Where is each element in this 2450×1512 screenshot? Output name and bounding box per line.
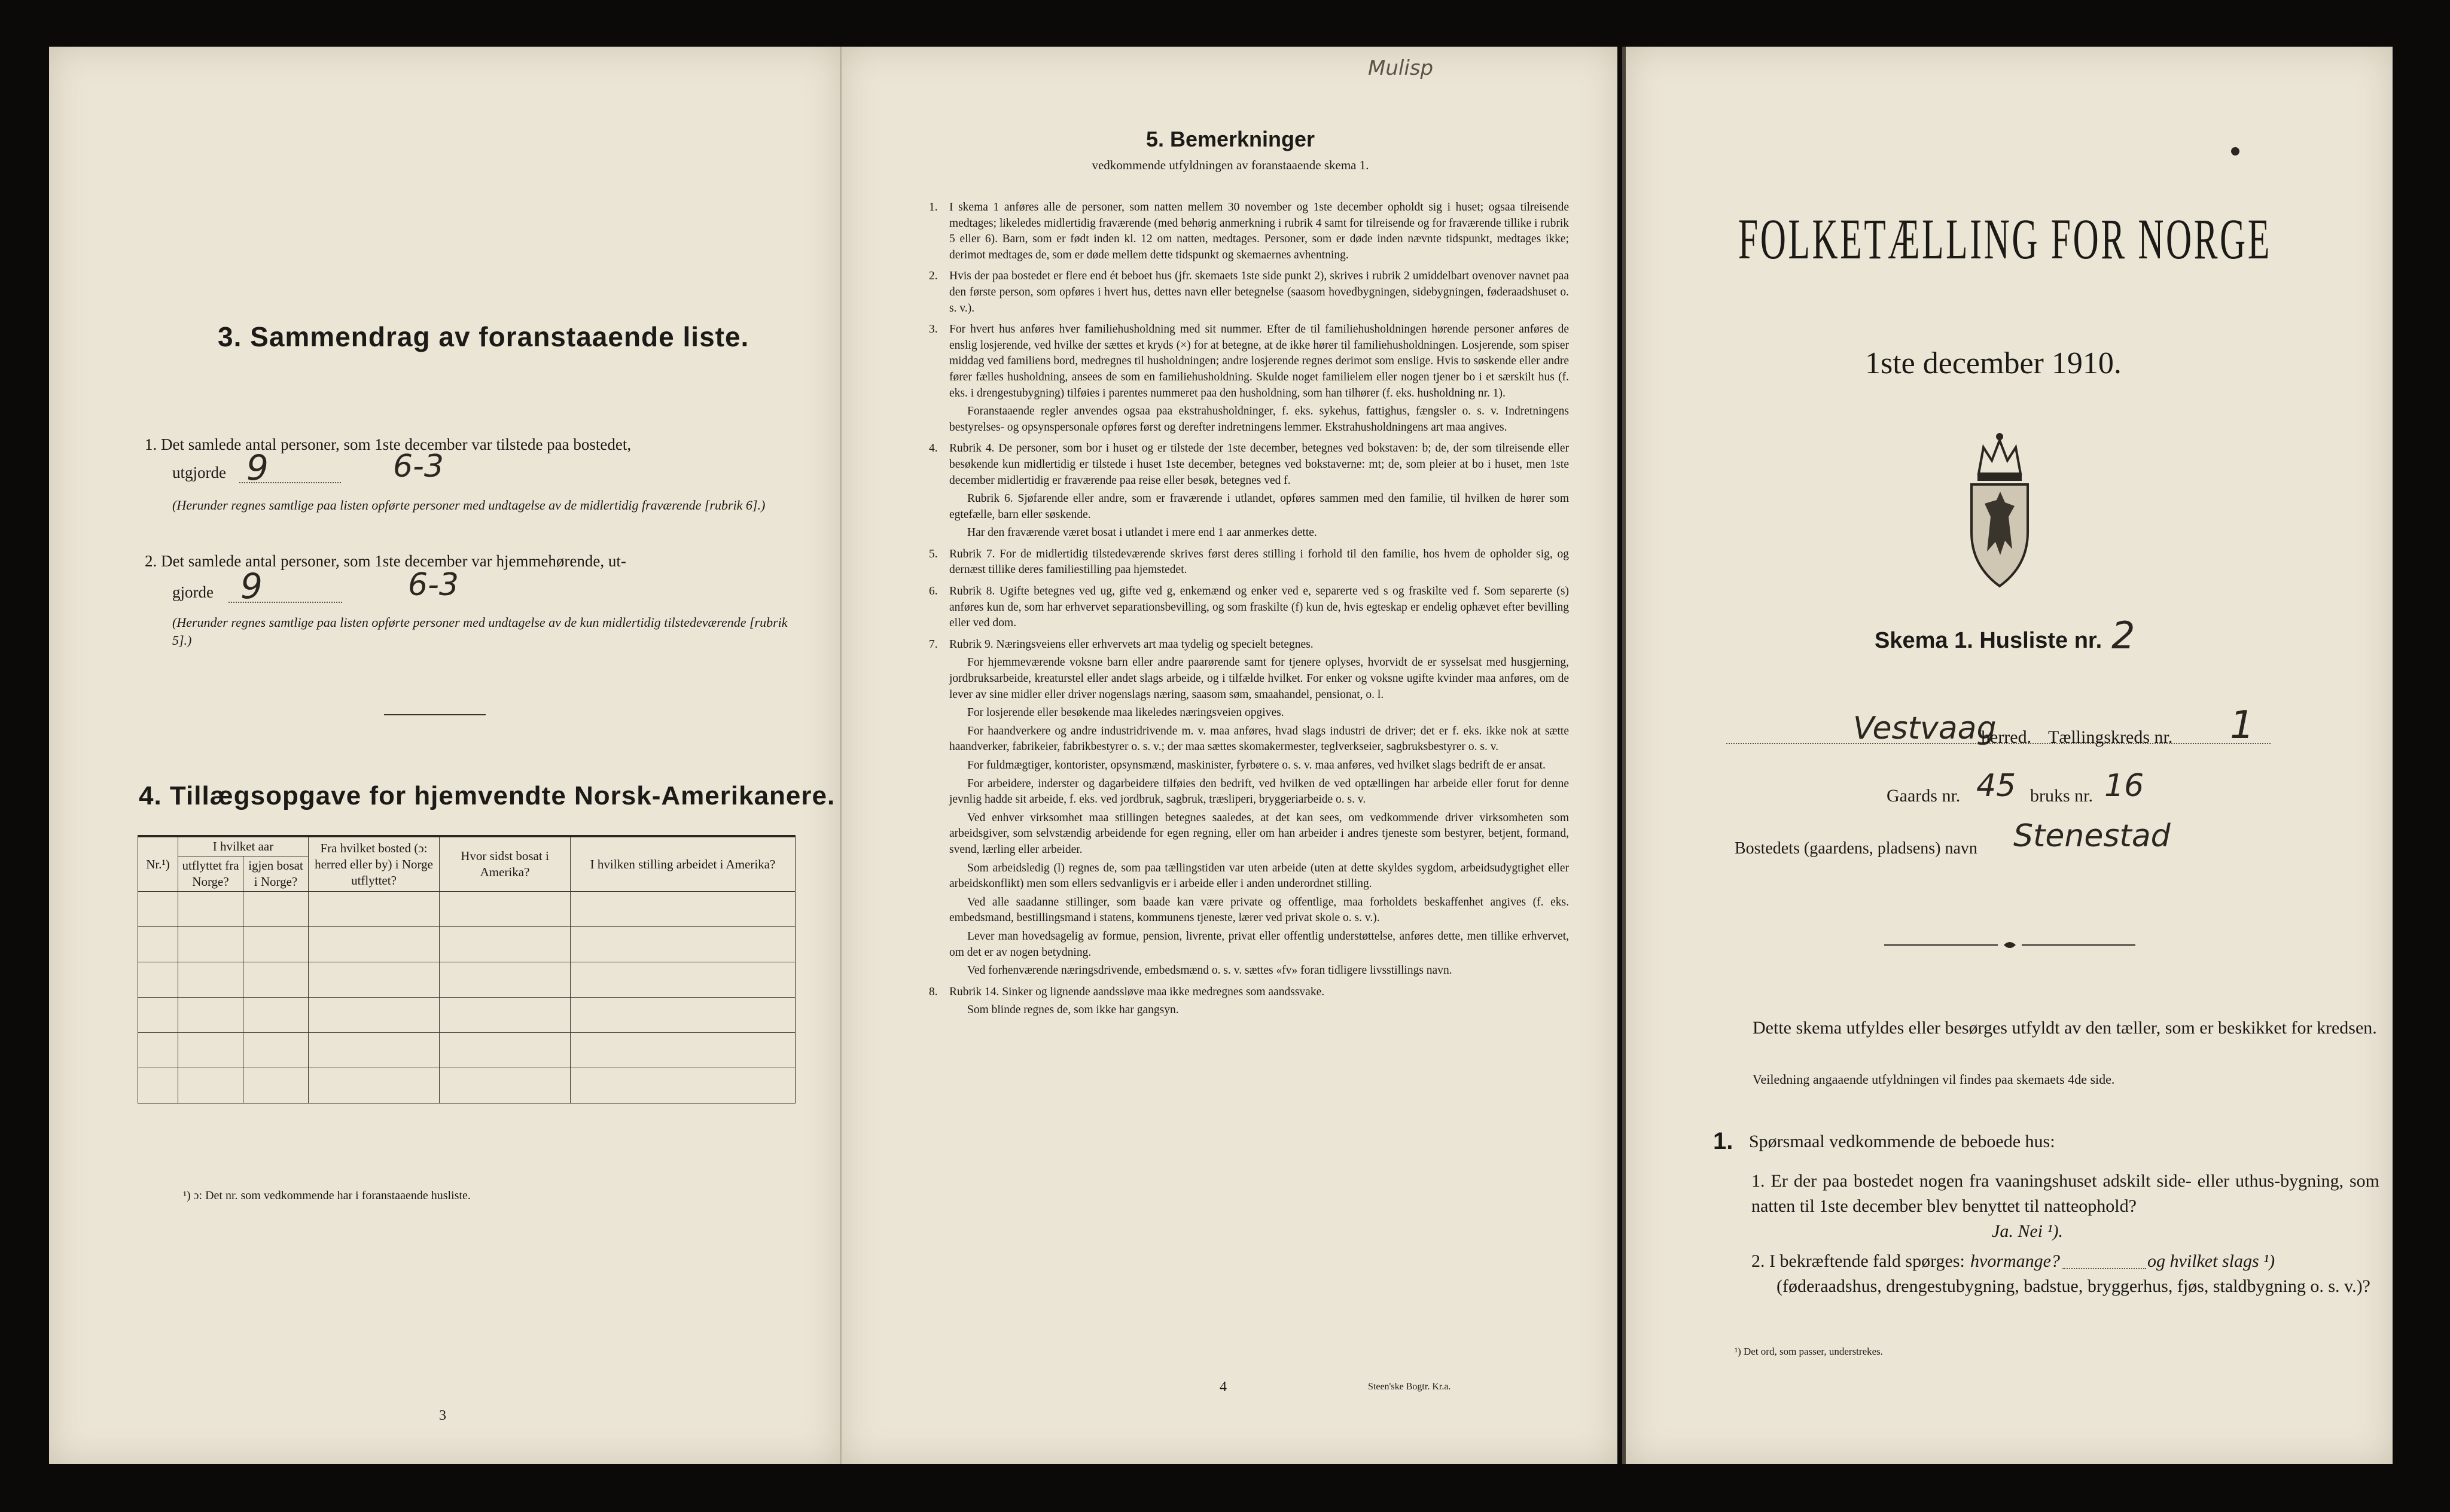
remark-item (929, 584, 1569, 634)
ornament-divider (1884, 940, 2135, 950)
remark-paragraph: Rubrik 4. De personer, som bor i huset og er tilstede der 1ste december, betegnes ved bokstaven: b; de, der som tilreisende eller besøkende kun midlertidig er tilstede i huset 1ste december, betegnes ved bokstaverne: mt; de, som pleier at bo i huset, men 1ste december midlertidig er fraværende paa reise eller besøk, betegnes ved f. (949, 442, 1569, 487)
kreds-label: Tællingskreds nr. (2048, 727, 2173, 747)
printer-imprint: Steen'ske Bogtr. Kr.a. (1368, 1382, 1451, 1392)
remark-item (929, 269, 1569, 319)
remark-number: 5. (929, 547, 938, 560)
document-title: FOLKETÆLLING FOR NORGE (1738, 207, 2272, 271)
question-1-title: Spørsmaal vedkommende de beboede hus: (1749, 1132, 2055, 1151)
remark-number: 4. (929, 442, 938, 455)
cover-footnote: ¹) Det ord, som passer, understrekes. (1735, 1346, 1884, 1357)
guide-text: Veiledning angaaende utfyldningen vil findes paa skemaets 4de side. (1753, 1072, 2115, 1087)
summary-item-1-prefix: utgjorde (172, 464, 226, 481)
remark-number: 7. (929, 638, 938, 651)
section-4-title: 4. Tillægsopgave for hjemvendte Norsk-Amerikanere. (139, 781, 836, 810)
bosted-value: Stenestad (2013, 818, 2171, 854)
page-4 (840, 47, 1617, 1464)
remark-number: 1. (929, 201, 938, 214)
summary-item-2-text: 2. Det samlede antal personer, som 1ste december var hjemmehørende, ut- (145, 552, 626, 570)
table-row (138, 1033, 796, 1068)
question-1-2-detail: (føderaadshus, drengestubygning, badstue, bryggerhus, fjøs, staldbygning o. s. v.)? (1776, 1276, 2370, 1296)
col-fra-bosted: Fra hvilket bosted (ɔ: herred eller by) i Norge utflyttet? (309, 836, 440, 892)
remark-item (929, 441, 1569, 544)
fill-instruction: Dette skema utfyldes eller besørges utfyldt av den tæller, som er beskikket for kredsen. (1753, 1018, 2377, 1038)
summary-item-2-value-2: 6-3 (408, 567, 459, 603)
question-1-2-hvormange: hvormange? (1970, 1251, 2060, 1271)
remarks-subtitle: vedkommende utfyldningen av foranstaaende skema 1. (1092, 158, 1369, 172)
summary-item-1-value-2: 6-3 (393, 449, 444, 484)
remark-item (929, 637, 1569, 981)
table-row (138, 962, 796, 998)
page-number-3: 3 (439, 1408, 446, 1423)
remark-paragraph: Rubrik 9. Næringsveiens eller erhvervets art maa tydelig og specielt betegnes. (949, 638, 1314, 651)
remark-paragraph: For arbeidere, inderster og dagarbeidere tilføies den bedrift, ved hvilken de ved optællingen har arbeide eller forut for denne jevnlig hadde sit arbeide, f. eks. ved jordbruk, sagbruk, træsliperi, bryggeriarbeide o. s. v. (949, 777, 1569, 806)
remark-paragraph: Rubrik 14. Sinker og lignende aandssløve maa ikke medregnes som aandssvake. (949, 985, 1325, 998)
separator-rule (384, 714, 486, 715)
table-footnote: ¹) ɔ: Det nr. som vedkommende har i foranstaaende husliste. (183, 1189, 471, 1202)
remark-paragraph: Som arbeidsledig (l) regnes de, som paa tællingstiden var uten arbeide (uten at dette skyldes sygdom, arbeidsudygtighet eller arbeidskonflikt) men som ellers sedvanligvis er i arbeide eller i anden underordnet stilling. (949, 861, 1569, 891)
remark-paragraph: For haandverkere og andre industridrivende m. v. maa anføres, hvad slags industri de driver; det er f. eks. ikke nok at sætte haandverker, fabrikeier, fabrikbestyrer o. s. v.; der maa sættes skomakermester, teglverkseier, sagbruksbestyrer o. s. v. (949, 724, 1569, 754)
summary-item-1-text: 1. Det samlede antal personer, som 1ste december var tilstede paa bostedet, (145, 435, 632, 453)
bosted-label: Bostedets (gaardens, pladsens) navn (1735, 839, 1977, 858)
norsk-amerikanere-table (138, 835, 796, 1103)
bruks-label: bruks nr. (2030, 786, 2093, 806)
remarks-title: 5. Bemerkninger (1145, 127, 1315, 151)
kreds-value: 1 (2230, 703, 2254, 748)
table-row (138, 927, 796, 962)
remark-paragraph: For fuldmægtiger, kontorister, opsynsmænd, maskinister, fyrbøtere o. s. v. maa anføres, ved hvilket slags bedrift de er ansat. (967, 759, 1546, 772)
remarks-list (929, 200, 1569, 1024)
herred-value: Vestvaag (1853, 711, 1997, 746)
table-row (138, 892, 796, 927)
remark-paragraph: Som blinde regnes de, som ikke har gangsyn. (967, 1004, 1179, 1017)
question-1-1-answer: Ja. Nei ¹). (1992, 1221, 2063, 1241)
remark-paragraph: Foranstaaende regler anvendes ogsaa paa ekstrahusholdninger, f. eks. sykehus, fattighus, fængsler o. s. v. Indretningens bestyrelses- og opsynspersonale opføres først og derefter indretningens lemmer. Ekstrahusholdningens art maa angives. (949, 405, 1569, 434)
summary-item-2-note: (Herunder regnes samtlige paa listen opførte personer med undtagelse av de kun midlertidig tilstedeværende [rubrik 5].) (172, 615, 788, 648)
summary-item-2-prefix: gjorde (172, 583, 214, 601)
remark-paragraph: Har den fraværende været bosat i utlandet i mere end 1 aar anmerkes dette. (967, 526, 1317, 539)
remark-paragraph: For hjemmeværende voksne barn eller andre paarørende samt for tjenere oplyses, hvorvidt de er sysselsat med husgjerning, jordbruksarbeide, kreaturstel eller andet slags arbeide, og i tilfælde hvilket. For enker og voksne ugifte kvinder maa anføres, om de lever av sine midler eller driver nogenslags næring, saasom søm, smaahandel, pensionat, o. l. (949, 656, 1569, 701)
remark-paragraph: Rubrik 8. Ugifte betegnes ved ug, gifte ved g, enkemænd og enker ved e, separerte ved s og fraskilte ved f. Som separerte (s) anføres kun de, som har erhvervet separationsbevilling, og som fraskilte (f) kun de, hvis egteskap er endelig ophævet efter bevilling eller ved dom. (949, 585, 1569, 630)
remark-number: 6. (929, 585, 938, 598)
question-1-number: 1. (1713, 1128, 1733, 1154)
col-group-year: I hvilket aar (178, 836, 309, 856)
remark-paragraph: Rubrik 6. Sjøfarende eller andre, som er fraværende i utlandet, opføres sammen med den familie, til hvilken de hører som egtefælle, barn eller søskende. (949, 492, 1569, 521)
table-row (138, 998, 796, 1033)
schema-label: Skema 1. Husliste nr. (1875, 628, 2102, 653)
bruks-value: 16 (2104, 768, 2144, 804)
remark-paragraph: Rubrik 7. For de midlertidig tilstedeværende skrives først deres stilling i forhold til den familie, hos hvem de opholder sig, og dernæst tillike deres familiestilling paa hjemstedet. (949, 547, 1569, 577)
summary-item-2-value: 9 (240, 566, 263, 606)
remark-paragraph: For hvert hus anføres hver familiehusholdning med sit nummer. Efter de til familiehusholdningen hørende personer anføres de enslig losjerende, ved hvilke der sættes et kryds (×) for at betegne, at de ikke hører til familiehusholdningen. Losjerende, som spiser middag ved familiens bord, medregnes til husholdningen; andre losjerende regnes derimot som enslige. Hvis to søskende eller andre fører fælles husholdning, ansees de som en familiehusholdning. Skulde noget familielem eller nogen tjener bo i et særskilt hus (f. eks. i drengestubygning) tilføies i parentes nummeret paa den husholdning, som han tilhører (f. eks. husholdning nr. 1). (949, 323, 1569, 400)
remark-number: 3. (929, 323, 938, 336)
remark-number: 2. (929, 270, 938, 283)
summary-item-1-note: (Herunder regnes samtlige paa listen opførte personer med undtagelse av de midlertidig fraværende [rubrik 6].) (172, 498, 766, 513)
question-1-2-hvilket: og hvilket slags ¹) (2147, 1251, 2275, 1271)
question-1-2-dotline (2062, 1268, 2146, 1269)
remark-paragraph: Ved alle saadanne stillinger, som baade kan være private og offentlige, maa forholdets beskaffenhet angives (f. eks. embedsmand, bestillingsmand i statens, kommunens tjeneste, lærer ved privat skole o. s. v.). (949, 895, 1569, 925)
remark-item (929, 200, 1569, 266)
page-number-4: 4 (1220, 1379, 1227, 1395)
pencil-scribble: Mulisp (1368, 56, 1434, 80)
remark-paragraph: I skema 1 anføres alle de personer, som natten mellem 30 november og 1ste december opholdt sig i huset; ogsaa tilreisende medtages; likeledes midlertidig fraværende (med behørig anmerkning i rubrik 4 samt for tilreisende og for fraværende tillike i rubrik 5 eller 6). Barn, som er født inden kl. 12 om natten, medtages. Personer, som er døde inden nævnte tidspunkt, medtages ikke; derimot medtages de, som er døde mellem dette tidspunkt og skemaernes avhentning. (949, 201, 1569, 261)
col-hvor-bosat: Hvor sidst bosat i Amerika? (440, 836, 571, 892)
col-utflyttet: utflyttet fra Norge? (178, 856, 243, 892)
gaards-value: 45 (1976, 768, 2016, 804)
col-stilling: I hvilken stilling arbeidet i Amerika? (571, 836, 796, 892)
table-row (138, 1068, 796, 1103)
col-nr: Nr.¹) (138, 836, 178, 892)
question-1-1: 1. Er der paa bostedet nogen fra vaaningshuset adskilt side- eller uthus-bygning, som natten til 1ste december blev benyttet til natteophold? (1751, 1171, 2379, 1216)
remark-paragraph: Lever man hovedsagelig av formue, pension, livrente, privat eller offentlig understøttelse, anføres dette, men tillike erhvervet, om det er av nogen betydning. (949, 929, 1569, 959)
remark-number: 8. (929, 985, 938, 998)
col-igjen-bosat: igjen bosat i Norge? (243, 856, 309, 892)
section-3-title: 3. Sammendrag av foranstaaende liste. (218, 321, 749, 352)
census-date: 1ste december 1910. (1865, 346, 2122, 380)
remark-item (929, 547, 1569, 581)
page-3 (49, 47, 840, 1464)
remark-item (929, 322, 1569, 438)
remark-paragraph: Ved forhenværende næringsdrivende, embedsmænd o. s. v. sættes «fv» foran tidligere livsstillings navn. (967, 964, 1452, 977)
summary-item-1-value: 9 (246, 447, 269, 488)
remark-item (929, 984, 1569, 1021)
ink-dot (2231, 147, 2239, 156)
remark-paragraph: Hvis der paa bostedet er flere end ét beboet hus (jfr. skemaets 1ste side punkt 2), skrives i rubrik 2 umiddelbart ovenover navnet paa den første person, som opføres i hvert hus, dettes navn eller betegnelse (saasom hovedbygningen, sidebygningen, føderaadshuset o. s. v.). (949, 270, 1569, 315)
question-1-2: 2. I bekræftende fald spørges: (1751, 1251, 1965, 1271)
herred-label: herred. (1981, 727, 2032, 747)
gaards-label: Gaards nr. (1887, 786, 1961, 806)
page-1-cover (1622, 47, 2393, 1464)
coat-of-arms-icon (1967, 427, 2032, 595)
remark-paragraph: For losjerende eller besøkende maa likeledes næringsveien opgives. (967, 706, 1284, 720)
husliste-nr-value: 2 (2111, 614, 2135, 657)
remark-paragraph: Ved enhver virksomhet maa stillingen betegnes saaledes, at det kan sees, om vedkommende driver virksomheten som arbeidsgiver, som selvstændig arbeidende for egen regning, eller om han arbeider i andres tjeneste som bestyrer, betjent, formand, svend, lærling eller arbeider. (949, 811, 1569, 856)
